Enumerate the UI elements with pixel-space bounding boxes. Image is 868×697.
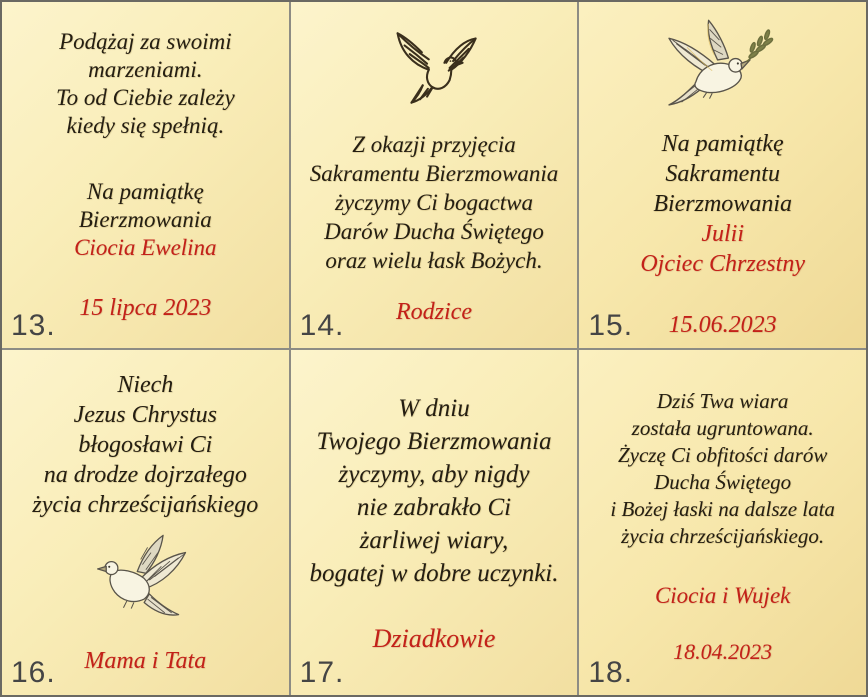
message-line: na drodze dojrzałego <box>43 461 247 488</box>
message-line: Twojego Bierzmowania <box>316 427 552 455</box>
card-signature: Dziadkowie <box>372 623 496 653</box>
card-date: 15.06.2023 <box>668 312 777 338</box>
message-line: żarliwej wiary, <box>359 526 509 554</box>
message-line: kiedy się spełnią. <box>66 113 225 138</box>
message-line: życia chrześcijańskiego <box>32 491 259 518</box>
card-number: 15. <box>588 308 634 342</box>
message-line: Jezus Chrystus <box>73 401 217 428</box>
message-line: Życzę Ci obfitości darów <box>617 442 828 467</box>
card-memorial <box>2 178 289 262</box>
message-line: W dniu <box>398 394 470 422</box>
message-line: i Bożej łaski na dalsze lata <box>610 496 835 521</box>
card-17[interactable] <box>291 350 578 696</box>
card-signature: Ciocia i Wujek <box>654 582 791 608</box>
card-message <box>291 130 578 275</box>
message-line: To od Ciebie zależy <box>55 85 235 110</box>
card-signature: Mama i Tata <box>84 647 207 674</box>
card-message <box>2 370 289 520</box>
card-number: 17. <box>299 656 345 689</box>
dove-flying-icon <box>2 533 289 629</box>
card-signature-block <box>579 582 866 609</box>
message-line: Darów Ducha Świętego <box>324 219 544 244</box>
card-signature-block <box>291 622 578 655</box>
dove-olive-branch-icon <box>579 18 866 118</box>
message-line: życzymy, aby nigdy <box>338 460 530 488</box>
card-recipient: Julii <box>701 221 744 247</box>
memorial-line: Na pamiątkę <box>86 179 204 204</box>
card-number: 16. <box>11 656 56 689</box>
card-signature: Ojciec Chrzestny <box>640 251 805 277</box>
card-signature: Ciocia Ewelina <box>74 235 217 260</box>
message-line: marzeniami. <box>88 57 203 82</box>
card-date: 18.04.2023 <box>673 638 773 664</box>
message-line: Niech <box>117 371 174 398</box>
card-date: 15 lipca 2023 <box>79 295 212 321</box>
card-message <box>291 392 578 590</box>
message-line: życia chrześcijańskiego. <box>621 523 825 548</box>
card-number: 18. <box>588 656 634 689</box>
card-13[interactable] <box>2 2 289 348</box>
message-line: Dziś Twa wiara <box>656 388 789 413</box>
card-18[interactable] <box>579 350 866 696</box>
card-14[interactable] <box>291 2 578 348</box>
card-message <box>2 28 289 140</box>
memorial-line: Bierzmowania <box>78 207 212 232</box>
message-line: oraz wielu łask Bożych. <box>325 248 543 273</box>
message-line: życzymy Ci bogactwa <box>334 190 533 215</box>
message-line: nie zabrakło Ci <box>356 493 512 521</box>
message-line: błogosławi Ci <box>78 431 213 458</box>
card-number: 13. <box>11 308 56 342</box>
memorial-line: Sakramentu <box>665 161 780 187</box>
message-line: bogatej w dobre uczynki. <box>309 559 559 587</box>
card-15[interactable] <box>579 2 866 348</box>
message-line: Podążaj za swoimi <box>59 29 232 54</box>
message-line: Sakramentu Bierzmowania <box>309 161 559 186</box>
dove-outline-icon <box>291 24 578 112</box>
message-line: została ugruntowana. <box>631 415 814 440</box>
memorial-line: Bierzmowania <box>653 191 792 217</box>
card-number: 14. <box>299 308 345 342</box>
card-message <box>579 388 866 550</box>
card-signature: Rodzice <box>396 299 472 325</box>
card-16[interactable] <box>2 350 289 696</box>
card-memorial <box>579 129 866 279</box>
message-line: Z okazji przyjęcia <box>352 132 516 157</box>
message-line: Ducha Świętego <box>654 469 792 494</box>
memorial-line: Na pamiątkę <box>661 131 784 157</box>
